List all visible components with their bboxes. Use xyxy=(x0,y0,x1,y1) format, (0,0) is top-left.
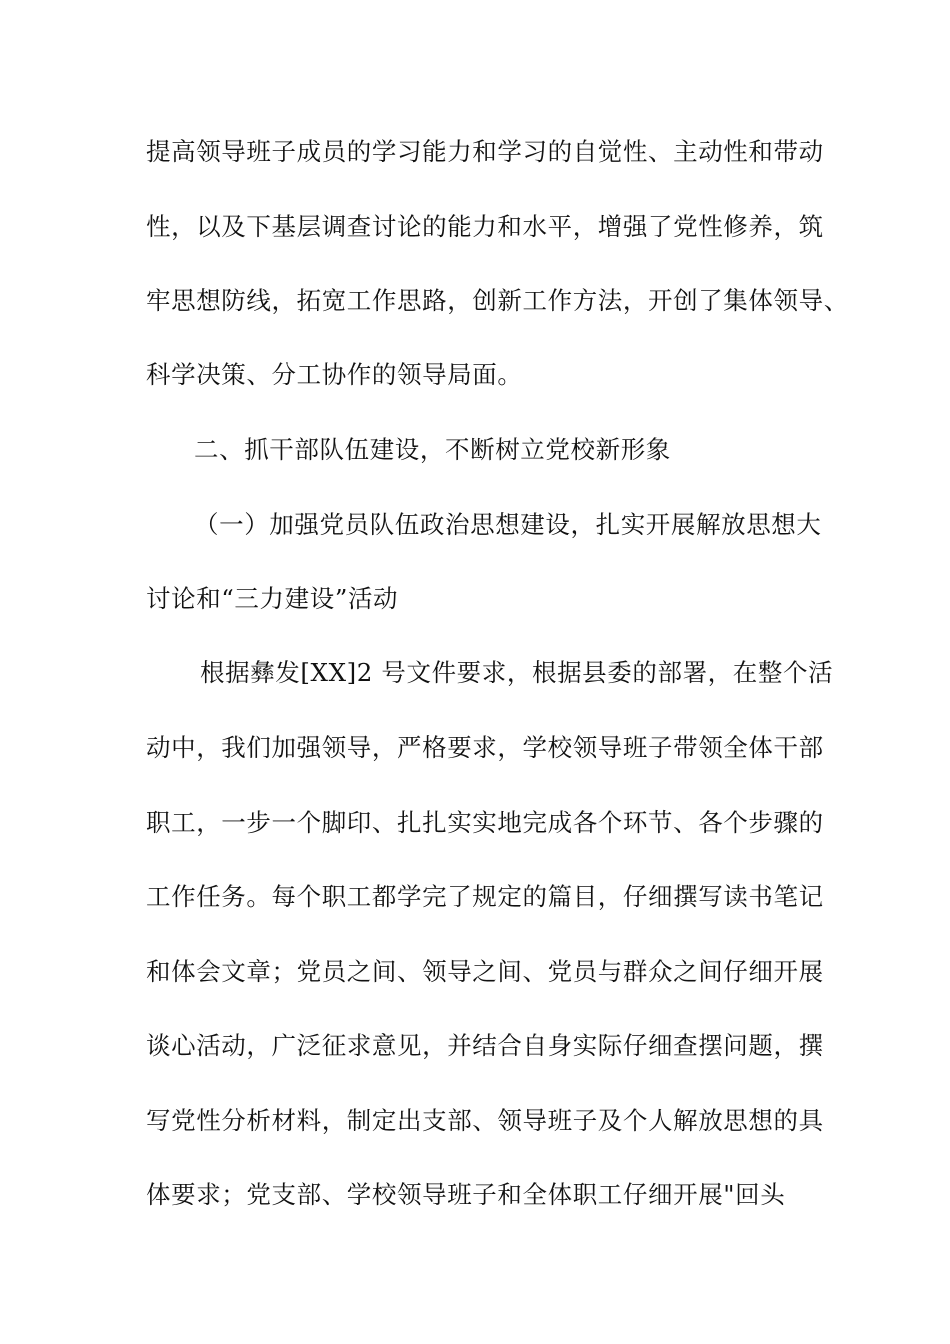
body-text-line: 科学决策、分工协作的领导局面。 xyxy=(146,360,523,389)
body-text-line: 性，以及下基层调查讨论的能力和水平，增强了党性修养，筑 xyxy=(146,212,824,241)
subsection-heading-continued: 讨论和“三力建设”活动 xyxy=(146,584,399,613)
body-text-line: 提高领导班子成员的学习能力和学习的自觉性、主动性和带动 xyxy=(146,137,824,166)
body-text-line: 和体会文章；党员之间、领导之间、党员与群众之间仔细开展 xyxy=(146,957,824,986)
body-text-line: 根据彝发[XX]2 号文件要求，根据县委的部署，在整个活 xyxy=(200,658,834,687)
subsection-heading: （一）加强党员队伍政治思想建设，扎实开展解放思想大 xyxy=(194,510,822,539)
body-text-line: 写党性分析材料，制定出支部、领导班子及个人解放思想的具 xyxy=(146,1106,824,1135)
body-text-line: 动中，我们加强领导，严格要求，学校领导班子带领全体干部 xyxy=(146,733,824,762)
body-text-line: 职工，一步一个脚印、扎扎实实地完成各个环节、各个步骤的 xyxy=(146,808,824,837)
body-text-line: 工作任务。每个职工都学完了规定的篇目，仔细撰写读书笔记 xyxy=(146,882,824,911)
body-text-line: 体要求；党支部、学校领导班子和全体职工仔细开展"回头 xyxy=(146,1180,786,1209)
body-text-line: 牢思想防线，拓宽工作思路，创新工作方法，开创了集体领导、 xyxy=(146,286,849,315)
section-heading: 二、抓干部队伍建设，不断树立党校新形象 xyxy=(194,435,671,464)
body-text-line: 谈心活动，广泛征求意见，并结合自身实际仔细查摆问题，撰 xyxy=(146,1031,824,1060)
